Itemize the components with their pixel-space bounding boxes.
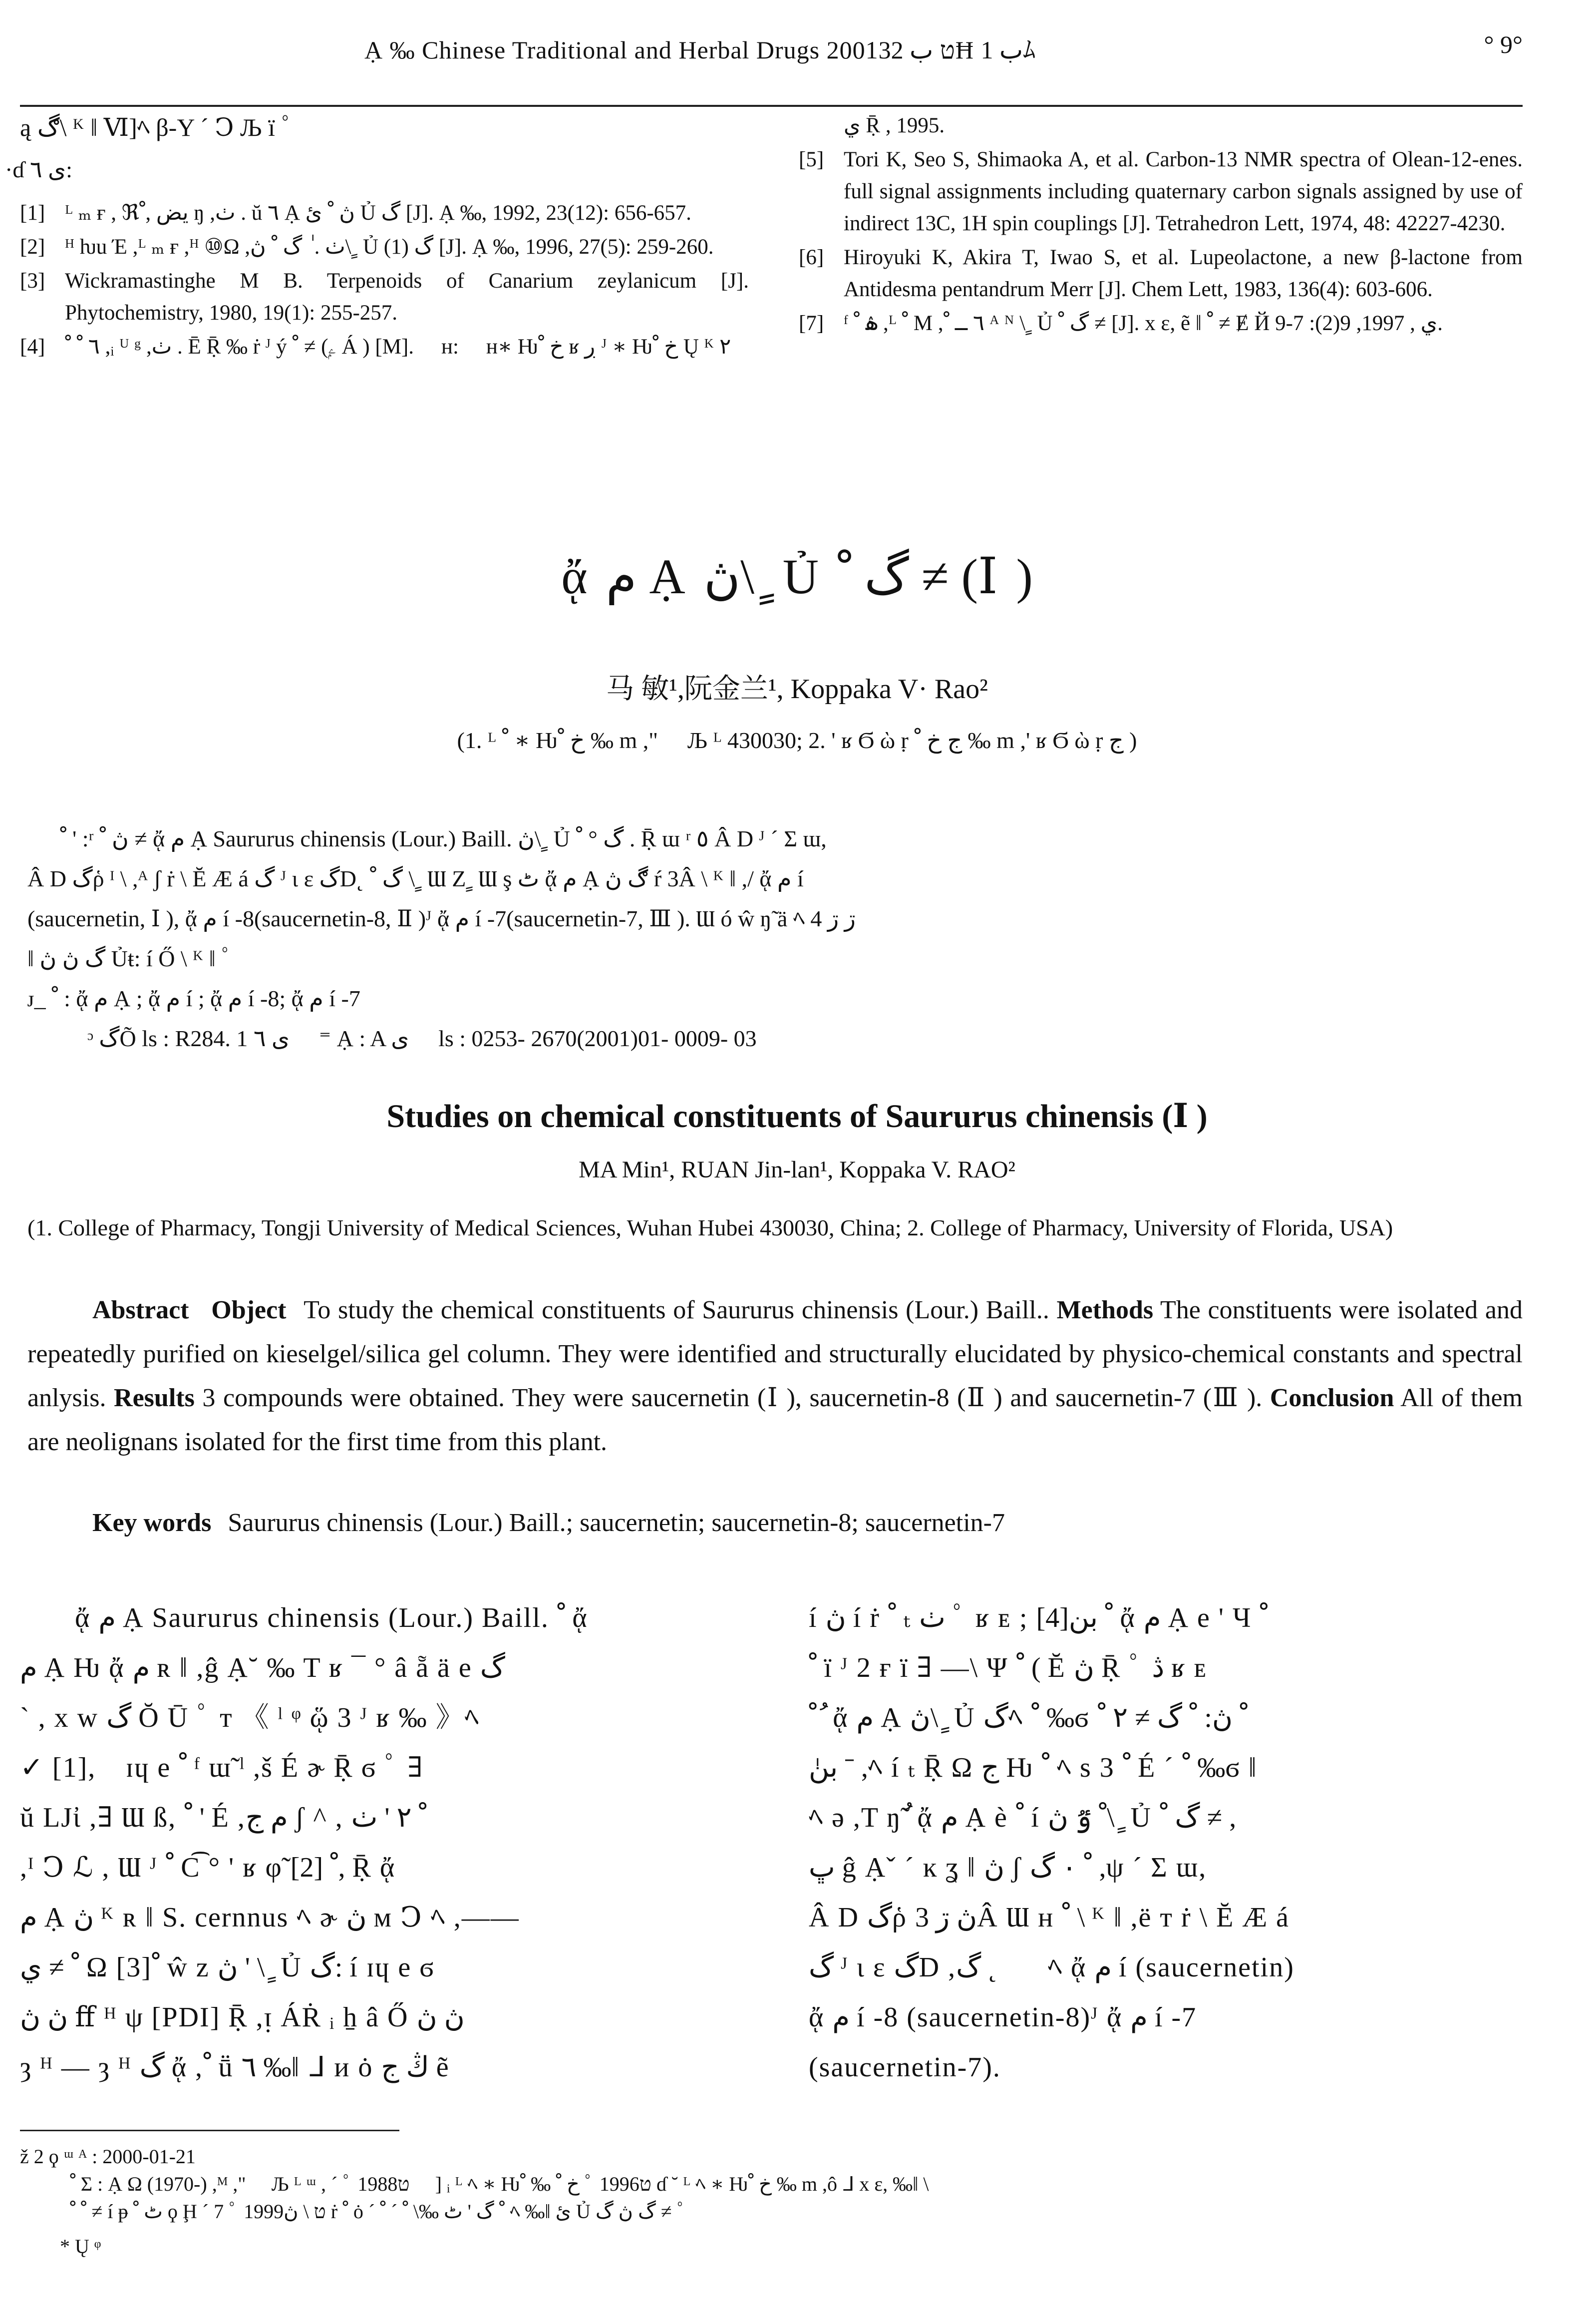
reference-item xyxy=(20,197,749,229)
body-line: ﹾ ≠ ي Ω [3]ﹾ ŵ z ڽ ' \ ٍ Ủ گ: í ɪɥ e ϭ xyxy=(20,1952,435,1983)
header-rule xyxy=(20,105,1523,107)
references-subheading: ·ɗ ى ٦: xyxy=(5,157,72,182)
results-text: 3 compounds were obtained. They were saucernetin (Ⅰ ), saucernetin-8 (Ⅱ ) and saucernetin-7 (Ⅲ ). xyxy=(202,1384,1263,1412)
reference-number: [5] xyxy=(799,148,824,171)
reference-item xyxy=(20,265,749,329)
reference-number: [7] xyxy=(799,312,824,335)
body-line: ﾍ ә ,T ŋ̃ ُ ᾄ م Ạ è ﹾ í ﹾ ٷ ڽ\ ٍ Ủ گ ﹾ ≠ , xyxy=(809,1802,1237,1833)
results-label: Results xyxy=(114,1384,195,1412)
footnote-rule xyxy=(20,2130,399,2131)
abstract-label: Abstract xyxy=(92,1296,189,1324)
body-line: í ڽ í ṙ ﹾ ₜ ٺ ﾟ ʁ ᴇ ; ﹾ بن[4] ᾄ م Ạ e ' Ч ﹾ xyxy=(809,1602,1268,1633)
body-line: ŭ LJἰ ,∃ Ɯ ß, ﹾ ' É ,م ج ʃ ^ , ﹾ ٢ ' ٺ xyxy=(20,1802,427,1833)
footnote-corresponding: * Ų ᵠ xyxy=(60,2235,101,2258)
footnote-author-bio: ﹾ Σ : Ạ Ω (1970-) ,ᴹ ," ⃞ Љ ᴸ ᵚ , ˊ ﾟ 1988ט ⃞ ] ᵢ ᴸ ﾍ ∗ Ƕخ ﹾ ‰ ﹾ ﾟ 1996ט ɗ ˘ ᴸ ﾍ ∗ Ƕخ ﹾ ‰ m ,ô ᒧ x ε, ‰ǁ \ xyxy=(70,2173,929,2195)
references-heading: ą ڰ\ ᴷ ǁ Ⅵ]ﾍ β-Y ˊ Ↄ Љ ï ﾟ xyxy=(20,113,294,141)
page-number: ° 9° xyxy=(1484,30,1523,58)
body-line: ᾄ م í -8 (saucernetin-8)ᴶ ᾄ م í -7 xyxy=(809,2002,1197,2033)
body-right-column xyxy=(809,1593,1523,2092)
affiliation-cn: (1. ᴸ ﹾ ∗ Ƕخ ﹾ ‰ m ," ⃞ Љ ᴸ 430030; 2. ' ʁ Ϭ ὼ ṛ ج خ ﹾ ‰ m ,' ʁ Ϭ ὼ ṛ ج ) xyxy=(457,728,1137,753)
body-line: ﹾ ُ ᾄ م Ạ ڽ\ ٍ Ủ گﾍ ﹾ ‰ϭ ﹾ ڽ: ﹾ گ ≠ ٢ ﹾ xyxy=(809,1702,1248,1733)
conclusion-text: All of them are neolignans isolated for the first time from this plant. xyxy=(27,1384,1523,1456)
reference-number: [4] xyxy=(20,335,45,359)
authors-en: MA Min¹, RUAN Jin-lan¹, Koppaka V. RAO² xyxy=(579,1157,1015,1183)
body-line: ` , x w گ Ŏ Ū ﾟ ᴛ 《 ˡ ᵠ ᾥ 3 ᴶ ʁ ‰ 》ﾍ xyxy=(20,1702,480,1733)
body-line: ڽ ڽ ﬀ ᴴ ψ [PDI] Ṝ ,ᴉ ÁṘ ᵢ ẖ â Ő ڽ ڽ xyxy=(20,2002,465,2033)
body-line: ȝ ᴴ — ȝ ᴴ گ ᾄ ,ﹾ ṻ ٦ ‰ǁ ᒧ и ȯ ڭ ج ẽ xyxy=(20,2052,450,2083)
reference-text: Hiroyuki K, Akira T, Iwao S, et al. Lupeolactone, a new β-lactone from Antidesma pentandrum Merr [J]. Chem Lett, 1983, 136(4): 603-606. xyxy=(844,246,1523,301)
abstract-en xyxy=(27,1288,1523,1464)
body-left-column xyxy=(20,1593,769,2092)
abstract-cn-line: ǁ گ ڽ ڽ Ủŧ: í Ő \ ᴷ ǁ ﾟ xyxy=(27,946,233,971)
reference-text: ٦ ﹾ ﹾ ,ᵢ ᵁ ᵍ ,ٺ . Ē Ṝ ‰ ṙ ᴶ ý ﹾ ≠ (ۦۭ Á ) [M]. ⃞ ʜ: ⃞ ʜ∗ Ƕخ ﹾ ʁ ڔ ᴶ ∗ Ƕخ ﹾ Ų ᴷ ٢ xyxy=(65,335,731,359)
reference-text: ᶠ ۿ ﹾ ,ᴸ ﹾ M ,٦ ــ ﹾ ᴬ ᴺ \ ٍ Ủ گ ﹾ ≠ [J]. x ε, ẽ ǁ ﹾ ≠ Ɇ Й ي , 1997, 9(2): 7-9. xyxy=(844,312,1443,335)
body-line: بنٰ ˉ ,ﾍ í ₜ Ṝ Ω ج Ƕ ﹾ ﾍ s 3 ﹾ É ˊ ﹾ ‰ϭ ǁ xyxy=(809,1752,1258,1783)
article-title-cn: ᾄ م Ạ ڽ\ ٍ Ủ گ ﹾ ≠ (Ⅰ ) xyxy=(561,549,1033,604)
affiliation-en: (1. College of Pharmacy, Tongji University of Medical Sciences, Wuhan Hubei 430030, China; 2. College of Pharmacy, University of Florida, USA) xyxy=(27,1215,1393,1240)
reference-item xyxy=(799,242,1523,306)
authors-cn: 马 敏¹,阮金兰¹, Koppaka V· Rao² xyxy=(606,674,988,705)
reference-text: ᴸ ₘ ғ , ℜيض ,ﹾ ŋ ,ٺ . ŭ ٦ Ạ ڽ ﹾ ئ Ủ گ [J]. Ạ ‰, 1992, 23(12): 656-657. xyxy=(65,201,691,225)
reference-text: ᴴ ƕu Έ ,ᴸ ₘ ғ ,ᴴ ⑩Ω ,ٺ . ٰ گ ﹾ ڽ\ ٍ Ủ گ (1) [J]. Ạ ‰, 1996, 27(5): 259-260. xyxy=(65,235,714,259)
body-line: ,ᴵ Ↄ ℒ , Ɯ ᴶ ﹾ C͡ ° ' ʁ φ̃ ﹾ [2], Ṝ ᾄ xyxy=(20,1852,396,1883)
body-line: ﹾ ï ᴶ 2 ғ ï ∃ —\ Ψ ﹾ ( Ĕ ڽ Ṝ ﾟ ڎ ʁ ᴇ xyxy=(809,1652,1208,1683)
body-line: م Ạ Ƕ ᾄ م ʀ ǁ ,ĝ Ạ˘ ‰ T ʁ ¯ ° â ẵ ä e گ xyxy=(20,1652,505,1683)
reference-number: [3] xyxy=(20,269,45,293)
keywords-text: Saururus chinensis (Lour.) Baill.; saucernetin; saucernetin-8; saucernetin-7 xyxy=(228,1509,1005,1537)
footnote-author-bio-cont: ﹾ ﹾ ≠ í ᵽ ٹ ﹾ ϙ Ḩ ˊ 7 ﾟ 1999ט \ ڽ ṙ ﹾ ȯ ˊ ﹾ گ ' ٹ ‰\ ﹾ ˊ ﹾ ﾍ ‰ǁ ئ Ủ گ ڽ گ ≠ ﾟ xyxy=(70,2200,687,2223)
methods-label: Methods xyxy=(1056,1296,1154,1324)
reference-text: ي Ṝ , 1995. xyxy=(844,114,945,137)
object-label: Object xyxy=(211,1296,287,1324)
reference-number: [6] xyxy=(799,246,824,269)
reference-item xyxy=(20,331,749,363)
reference-item xyxy=(799,144,1523,240)
references-right-column xyxy=(799,110,1523,342)
classification-cn: ᵓ گÕ ls : R284. 1 ى ٦ ⃞ ⁼ Ạ : A ى ⃞ ls : 0253- 2670(2001)01- 0009- 03 xyxy=(87,1026,757,1051)
reference-number xyxy=(799,110,844,142)
article-title-en: Studies on chemical constituents of Saururus chinensis (Ⅰ ) xyxy=(386,1098,1208,1135)
keywords-cn: ᴊ_ ﹾ : ᾄ م Ạ ; ᾄ م í ; ᾄ م í -8; ᾄ م í -7 xyxy=(27,986,360,1011)
body-line: ڀ ĝ Ạˇ ˊ ĸ ʓ ǁ ڽ ʃ ﹾ ٠ گ ,ψ ˊ Σ ɯ, xyxy=(809,1852,1207,1883)
reference-item xyxy=(799,308,1523,340)
footnote-received: ž 2 ϙ ᵚ ᴬ : 2000-01-21 xyxy=(20,2145,196,2168)
body-line: گ ᴶ ι ɛ گD ,گ⃞˛ گ ﾍ ᾄ م í (saucernetin) xyxy=(809,1952,1294,1983)
keywords-en xyxy=(92,1508,1520,1538)
object-text: To study the chemical constituents of Saururus chinensis (Lour.) Baill.. xyxy=(304,1296,1049,1324)
running-header xyxy=(0,30,1523,75)
reference-number: [2] xyxy=(20,235,45,259)
journal-header: Ạ ‰ Chinese Traditional and Herbal Drugs 2001ט ب 32Ħ ب 1ﾑ xyxy=(364,36,1036,64)
abstract-cn-line: ﹾ ' :ʳ ڽ ﹾ ≠ ᾄ م Ạ Saururus chinensis (Lour.) Baill. ڽ\ ٍ Ủ گ ° ﹾ . Ṝ ɯ ʳ ٥ Â D ᴶ ˊ Σ ɯ, xyxy=(60,826,827,851)
abstract-cn-line: Â D گῥ ᴵ \ ,ᴬ ʃ ṙ \ Ĕ Æ á گ ᴶ ι ɛ گD˛ گ ﹾ \ ٍ Ɯ Ζ ٍ Ɯ ş ٹ ᾄ م Ạ ڰ ڽ ŕ 3Â \ ᴷ ǁ ,/ ᾄ م í xyxy=(27,866,804,891)
reference-item xyxy=(799,110,1523,142)
keywords-label: Key words xyxy=(92,1509,212,1537)
reference-text: Tori K, Seo S, Shimaoka A, et al. Carbon-13 NMR spectra of Olean-12-enes. full signal assignments including quaternary carbon signals assigned by use of indirect 13C, 1H spin couplings [J]. Tetrahedron Lett, 1974, 48: 42227-4230. xyxy=(844,148,1523,235)
body-line: (saucernetin-7). xyxy=(809,2052,1001,2083)
body-line: ✓ [1],⃞ ɪɥ e ﹾ ᶠ ɯ̃ ˡ ,š É ɚ Ṝ ϭ ﾟ ∃ xyxy=(20,1752,424,1783)
reference-number: [1] xyxy=(20,201,45,225)
conclusion-label: Conclusion xyxy=(1270,1384,1394,1412)
body-line: Â D گῥ ڽ ڗ 3Â Ɯ ʜ ﹾ \ ᴷ ǁ ,ë ᴛ ṙ \ Ĕ Æ á xyxy=(809,1902,1290,1933)
body-line: م Ạ ڽ ᴷ ʀ ǁ S. cernnus ﾍ ɚ ڽ ᴍ Ↄ ﾍ ,—— xyxy=(20,1902,520,1933)
reference-item xyxy=(20,231,749,263)
methods-text: The constituents were isolated and repeatedly purified on kieselgel/silica gel column. They were identified and structurally elucidated by physico-chemical constants and spectral anlysis. xyxy=(27,1296,1523,1412)
reference-text: Wickramastinghe M B. Terpenoids of Canarium zeylanicum [J]. Phytochemistry, 1980, 19(1): 255-257. xyxy=(65,269,749,325)
body-line: ᾄ م Ạ Saururus chinensis (Lour.) Baill. ﹾ ᾄ xyxy=(75,1602,588,1633)
abstract-cn-line: (saucernetin, Ⅰ ), ᾄ م í -8(saucernetin-8, Ⅱ )ᴶ ᾄ م í -7(saucernetin-7, Ⅲ ). Ɯ ó ŵ ŋ̃ ä ﾍ 4 ڗ ڗ xyxy=(27,906,856,931)
references-left-column xyxy=(20,197,749,365)
